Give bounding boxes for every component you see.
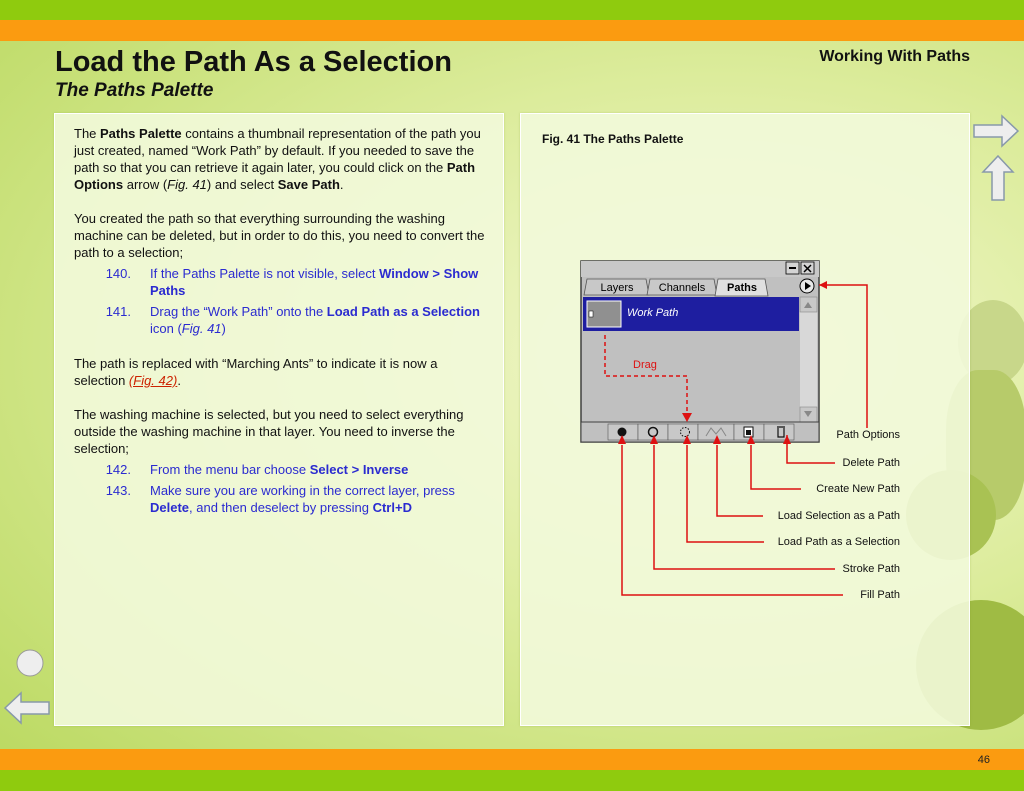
tab-channels[interactable] — [647, 279, 717, 295]
tab-paths[interactable] — [715, 279, 768, 296]
paragraph-1: The Paths Palette contains a thumbnail representation of the path you just created, named “Work Path” by default. If you needed to save the path so that you can retrieve it again later, you could click on the Path Options arrow (Fig. 41) and select Save Path. — [74, 126, 481, 192]
next-button[interactable] — [972, 114, 1020, 153]
tab-layers-label: Layers — [600, 282, 634, 294]
page-title: Load the Path As a Selection — [55, 46, 452, 78]
circle-icon — [15, 648, 45, 678]
tab-channels-label: Channels — [658, 282, 706, 294]
label-fill-path: Fill Path — [860, 589, 900, 601]
close-button[interactable] — [801, 262, 814, 274]
step-item: 141. Drag the “Work Path” onto the Load Path as a Selection icon (Fig. 41) — [105, 304, 480, 336]
tab-layers[interactable] — [584, 279, 649, 295]
top-orange-band — [0, 20, 1024, 41]
arrow-right-icon — [972, 114, 1020, 148]
callout-path-options — [819, 285, 867, 428]
paragraph-4: The washing machine is selected, but you need to select everything outside the washing machine in that layer. You need to inverse the selection; — [74, 407, 464, 456]
callout-load-selection-as-path — [717, 445, 763, 516]
callout-load-path-as-selection — [687, 445, 764, 542]
page-subtitle: The Paths Palette — [55, 80, 214, 101]
page-number: 46 — [977, 754, 990, 766]
label-load-path-as-selection: Load Path as a Selection — [777, 536, 900, 548]
paragraph-2: You created the path so that everything surrounding the washing machine can be deleted, but in order to do this, you need to convert the path to a selection; — [74, 211, 485, 260]
create-new-path-button[interactable] — [734, 424, 764, 440]
scrollbar[interactable] — [800, 297, 817, 422]
text-panel — [54, 113, 504, 726]
back-button[interactable] — [3, 690, 51, 731]
section-title: Working With Paths — [819, 48, 970, 65]
home-button[interactable] — [15, 648, 45, 683]
label-create-new-path: Create New Path — [816, 483, 900, 495]
top-green-band — [0, 0, 1024, 20]
step-item: 140. If the Paths Palette is not visible, select Window > Show Paths — [105, 266, 479, 298]
paths-palette-figure — [521, 114, 969, 725]
step-list-a — [74, 265, 486, 337]
label-delete-path: Delete Path — [842, 457, 900, 469]
callout-create-new-path — [751, 445, 801, 489]
figure-caption: Fig. 41 The Paths Palette — [542, 132, 684, 146]
step-list-b — [74, 461, 486, 516]
figure-panel — [520, 113, 970, 726]
load-path-as-selection-button[interactable] — [668, 424, 698, 440]
label-stroke-path: Stroke Path — [842, 563, 900, 575]
step-item: 142. From the menu bar choose Select > Inverse — [105, 462, 409, 477]
work-path-label: Work Path — [627, 307, 679, 319]
path-options-button[interactable] — [800, 279, 814, 293]
arrow-left-icon — [3, 690, 51, 726]
paragraph-3: The path is replaced with “Marching Ants” to indicate it is now a selection (Fig. 42). — [74, 356, 438, 388]
up-button[interactable] — [980, 154, 1016, 207]
step-item: 143. Make sure you are working in the correct layer, press Delete, and then deselect by pressing Ctrl+D — [105, 483, 455, 515]
tab-paths-label: Paths — [727, 282, 757, 294]
bottom-orange-band — [0, 749, 1024, 770]
bottom-green-band — [0, 770, 1024, 791]
drag-label: Drag — [633, 359, 657, 371]
arrow-up-icon — [980, 154, 1016, 202]
delete-path-button[interactable] — [764, 424, 794, 440]
instruction-text — [74, 125, 486, 520]
fig-42-link[interactable]: (Fig. 42) — [128, 373, 178, 388]
label-path-options: Path Options — [836, 429, 900, 441]
label-load-selection-as-path: Load Selection as a Path — [777, 510, 900, 522]
minimize-button[interactable] — [786, 262, 799, 274]
